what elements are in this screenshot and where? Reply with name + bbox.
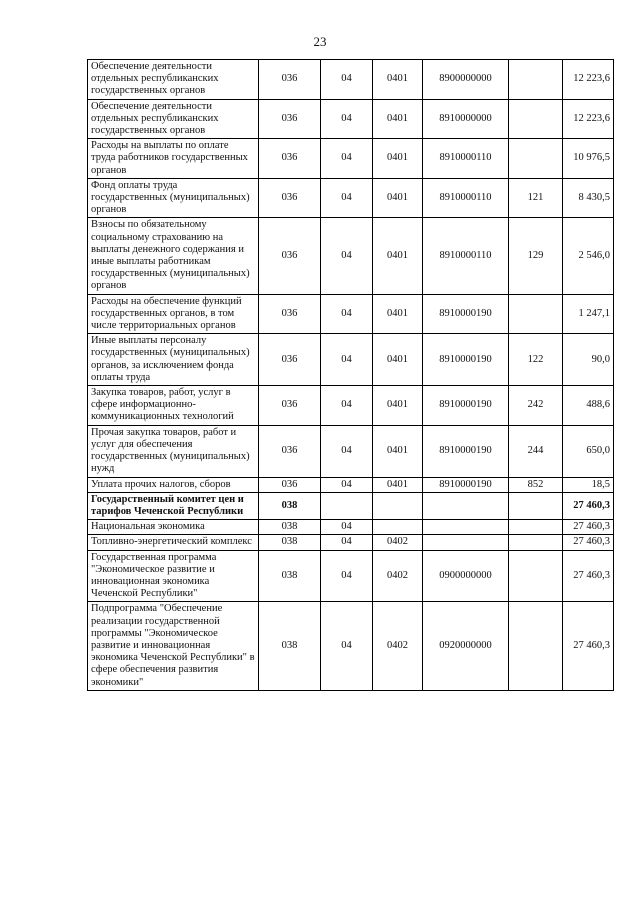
target-article-code <box>423 535 509 550</box>
subsection-code <box>373 520 423 535</box>
glava-code: 036 <box>259 178 321 218</box>
expense-type-code: 129 <box>509 218 563 294</box>
budget-table <box>87 59 614 691</box>
target-article-code: 8910000190 <box>423 294 509 334</box>
amount: 27 460,3 <box>563 535 614 550</box>
row-name: Государственный комитет цен и тарифов Чеченской Республики <box>88 492 259 519</box>
section-code: 04 <box>321 602 373 690</box>
row-name: Обеспечение деятельности отдельных республиканских государственных органов <box>88 60 259 100</box>
section-code: 04 <box>321 425 373 477</box>
target-article-code <box>423 492 509 519</box>
target-article-code: 8910000190 <box>423 334 509 386</box>
section-code: 04 <box>321 99 373 139</box>
section-code: 04 <box>321 178 373 218</box>
target-article-code: 0900000000 <box>423 550 509 602</box>
expense-type-code <box>509 294 563 334</box>
target-article-code: 8910000190 <box>423 386 509 426</box>
amount: 27 460,3 <box>563 520 614 535</box>
table-row <box>88 550 614 602</box>
section-code: 04 <box>321 294 373 334</box>
table-row <box>88 477 614 492</box>
table-row <box>88 520 614 535</box>
amount: 1 247,1 <box>563 294 614 334</box>
subsection-code: 0401 <box>373 218 423 294</box>
table-row <box>88 294 614 334</box>
section-code: 04 <box>321 139 373 179</box>
row-name: Прочая закупка товаров, работ и услуг для обеспечения государственных (муниципальных) нужд <box>88 425 259 477</box>
section-code <box>321 492 373 519</box>
table-row <box>88 218 614 294</box>
expense-type-code <box>509 492 563 519</box>
subsection-code: 0401 <box>373 60 423 100</box>
subsection-code: 0401 <box>373 386 423 426</box>
subsection-code <box>373 492 423 519</box>
expense-type-code <box>509 520 563 535</box>
glava-code: 036 <box>259 218 321 294</box>
target-article-code <box>423 520 509 535</box>
amount: 27 460,3 <box>563 492 614 519</box>
glava-code: 038 <box>259 535 321 550</box>
glava-code: 038 <box>259 520 321 535</box>
amount: 12 223,6 <box>563 99 614 139</box>
section-code: 04 <box>321 520 373 535</box>
target-article-code: 8910000190 <box>423 477 509 492</box>
section-code: 04 <box>321 550 373 602</box>
expense-type-code: 242 <box>509 386 563 426</box>
subsection-code: 0401 <box>373 178 423 218</box>
row-name: Закупка товаров, работ, услуг в сфере информационно-коммуникационных технологий <box>88 386 259 426</box>
expense-type-code: 121 <box>509 178 563 218</box>
glava-code: 038 <box>259 550 321 602</box>
amount: 8 430,5 <box>563 178 614 218</box>
row-name: Взносы по обязательному социальному страхованию на выплаты денежного содержания и иные выплаты работникам государственных (муниципальных) органов <box>88 218 259 294</box>
table-row <box>88 139 614 179</box>
amount: 12 223,6 <box>563 60 614 100</box>
section-code: 04 <box>321 60 373 100</box>
glava-code: 038 <box>259 602 321 690</box>
glava-code: 036 <box>259 386 321 426</box>
amount: 2 546,0 <box>563 218 614 294</box>
expense-type-code: 852 <box>509 477 563 492</box>
expense-type-code <box>509 60 563 100</box>
target-article-code: 8910000110 <box>423 139 509 179</box>
row-name: Расходы на обеспечение функций государственных органов, в том числе территориальных органов <box>88 294 259 334</box>
row-name: Иные выплаты персоналу государственных (муниципальных) органов, за исключением фонда оплаты труда <box>88 334 259 386</box>
section-code: 04 <box>321 477 373 492</box>
glava-code: 038 <box>259 492 321 519</box>
expense-type-code <box>509 535 563 550</box>
table-row <box>88 60 614 100</box>
subsection-code: 0402 <box>373 550 423 602</box>
subsection-code: 0401 <box>373 99 423 139</box>
amount: 650,0 <box>563 425 614 477</box>
table-row <box>88 492 614 519</box>
subsection-code: 0402 <box>373 535 423 550</box>
subsection-code: 0401 <box>373 294 423 334</box>
section-code: 04 <box>321 218 373 294</box>
target-article-code: 8910000000 <box>423 99 509 139</box>
expense-type-code: 244 <box>509 425 563 477</box>
subsection-code: 0401 <box>373 334 423 386</box>
subsection-code: 0401 <box>373 425 423 477</box>
glava-code: 036 <box>259 139 321 179</box>
section-code: 04 <box>321 386 373 426</box>
amount: 10 976,5 <box>563 139 614 179</box>
amount: 488,6 <box>563 386 614 426</box>
table-row <box>88 386 614 426</box>
section-code: 04 <box>321 334 373 386</box>
expense-type-code <box>509 602 563 690</box>
glava-code: 036 <box>259 294 321 334</box>
row-name: Государственная программа "Экономическое развитие и инновационная экономика Чеченской Республики" <box>88 550 259 602</box>
table-row <box>88 334 614 386</box>
glava-code: 036 <box>259 425 321 477</box>
table-row <box>88 425 614 477</box>
amount: 27 460,3 <box>563 550 614 602</box>
subsection-code: 0402 <box>373 602 423 690</box>
target-article-code: 8910000110 <box>423 178 509 218</box>
expense-type-code <box>509 99 563 139</box>
row-name: Топливно-энергетический комплекс <box>88 535 259 550</box>
amount: 90,0 <box>563 334 614 386</box>
expense-type-code <box>509 550 563 602</box>
target-article-code: 0920000000 <box>423 602 509 690</box>
row-name: Обеспечение деятельности отдельных республиканских государственных органов <box>88 99 259 139</box>
table-row <box>88 178 614 218</box>
glava-code: 036 <box>259 99 321 139</box>
amount: 27 460,3 <box>563 602 614 690</box>
row-name: Расходы на выплаты по оплате труда работников государственных органов <box>88 139 259 179</box>
table-row <box>88 602 614 690</box>
page-number: 23 <box>313 34 327 49</box>
budget-table-body <box>88 60 614 691</box>
glava-code: 036 <box>259 334 321 386</box>
table-row <box>88 535 614 550</box>
target-article-code: 8910000190 <box>423 425 509 477</box>
section-code: 04 <box>321 535 373 550</box>
expense-type-code <box>509 139 563 179</box>
target-article-code: 8910000110 <box>423 218 509 294</box>
subsection-code: 0401 <box>373 477 423 492</box>
table-row <box>88 99 614 139</box>
row-name: Подпрограмма "Обеспечение реализации государственной программы "Экономическое развитие и инновационная экономика Чеченской Республики" в сфере обеспечения развития экономики" <box>88 602 259 690</box>
row-name: Фонд оплаты труда государственных (муниципальных) органов <box>88 178 259 218</box>
subsection-code: 0401 <box>373 139 423 179</box>
amount: 18,5 <box>563 477 614 492</box>
row-name: Национальная экономика <box>88 520 259 535</box>
expense-type-code: 122 <box>509 334 563 386</box>
row-name: Уплата прочих налогов, сборов <box>88 477 259 492</box>
glava-code: 036 <box>259 60 321 100</box>
glava-code: 036 <box>259 477 321 492</box>
target-article-code: 8900000000 <box>423 60 509 100</box>
